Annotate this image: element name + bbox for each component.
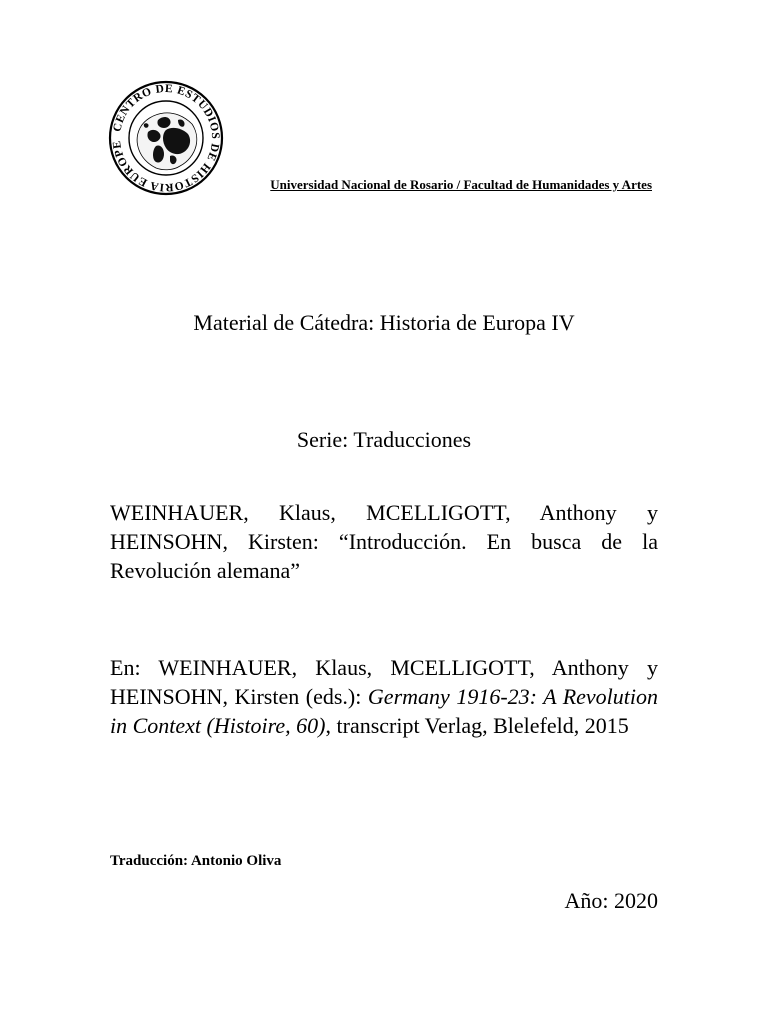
source-prefix: En: WEINHAUER, Klaus, MCELLIGOTT, Anthony y HEINSOHN, Kirsten (eds.):	[110, 655, 658, 709]
source-citation	[110, 653, 658, 740]
course-title: Material de Cátedra: Historia de Europa IV	[193, 310, 575, 335]
series-label: Serie: Traducciones	[296, 427, 472, 452]
svg-text:CENTRO DE ESTUDIOS DE HISTORIA: CENTRO DE ESTUDIOS DE HISTORIA EUROPE	[110, 82, 222, 194]
institution-header: Universidad Nacional de Rosario / Facultad de Humanidades y Artes	[270, 177, 652, 192]
publication-year: Año: 2020	[564, 888, 658, 913]
book-title: Germany 1916-23: A Revolution in Context (Histoire, 60)	[110, 684, 659, 738]
article-citation: WEINHAUER, Klaus, MCELLIGOTT, Anthony y HEINSOHN, Kirsten: “Introducción. En busca de la Revolución alemana”	[110, 500, 658, 583]
source-suffix: , transcript Verlag, Blelefeld, 2015	[325, 713, 629, 738]
translator-credit: Traducción: Antonio Oliva	[110, 853, 282, 869]
europe-map-seal-icon	[108, 80, 224, 196]
